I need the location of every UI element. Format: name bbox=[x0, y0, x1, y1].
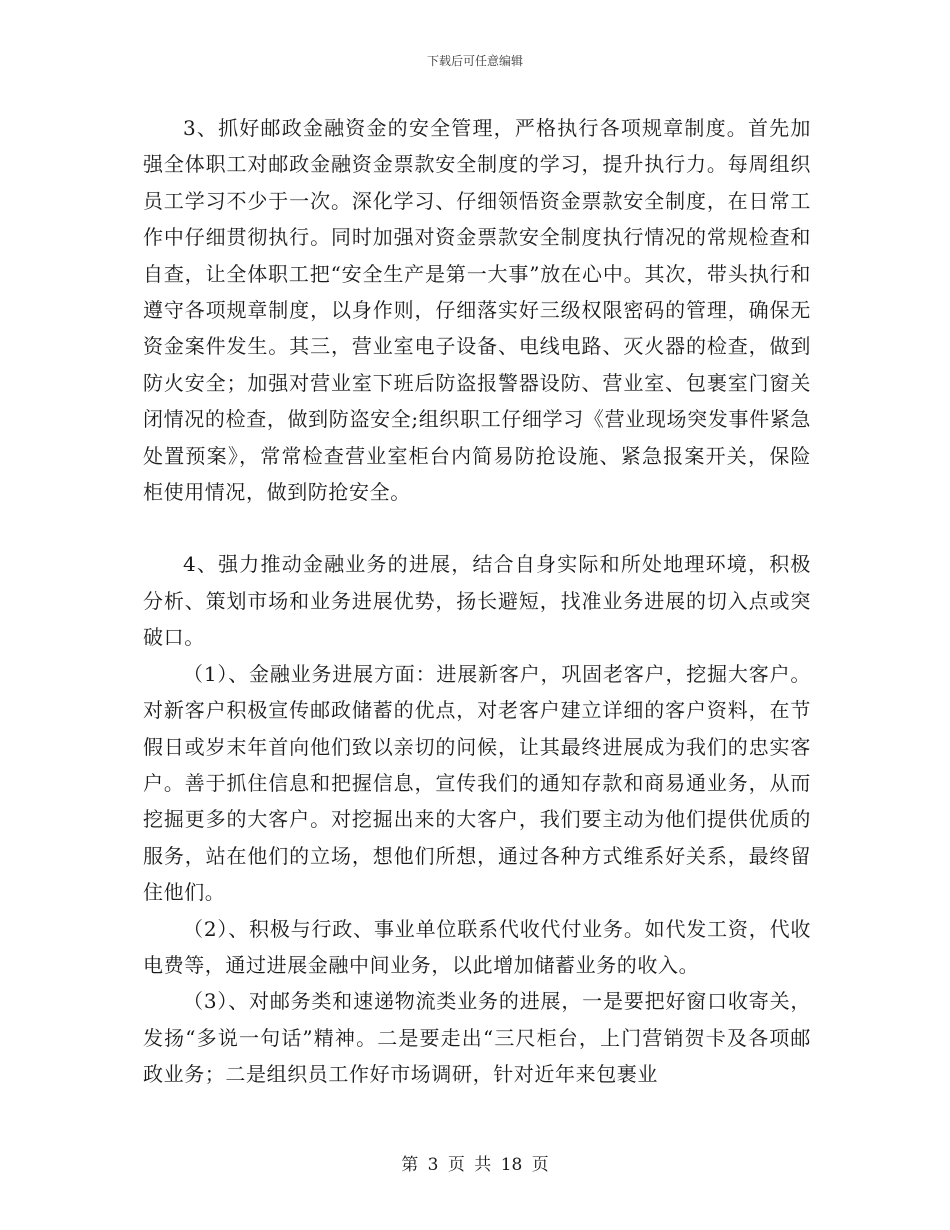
header-note: 下载后可任意编辑 bbox=[426, 54, 523, 68]
page-number-footer: 第 3 页 共 18 页 bbox=[401, 1155, 549, 1175]
paragraph-3-safety-management: 3、抓好邮政金融资金的安全管理，严格执行各项规章制度。首先加强全体职工对邮政金融资金票款安全制度的学习，提升执行力。每周组织员工学习不少于一次。深化学习、仔细领悟资金票款安全制度，在日常工作中仔细贯彻执行。同时加强对资金票款安全制度执行情况的常规检查和自查，让全体职工把“安全生产是第一大事”放在心中。其次，带头执行和遵守各项规章制度，以身作则，仔细落实好三级权限密码的管理，确保无资金案件发生。其三，营业室电子设备、电线电路、灭火器的检查，做到防火安全；加强对营业室下班后防盗报警器设防、营业室、包裹室门窗关闭情况的检查，做到防盗安全;组织职工仔细学习《营业现场突发事件紧急处置预案》，常常检查营业室柜台内简易防抢设施、紧急报案开关，保险柜使用情况，做到防抢安全。 bbox=[143, 116, 811, 505]
paragraph-4-1-financial-business: （1）、金融业务进展方面：进展新客户，巩固老客户，挖掘大客户。对新客户积极宣传邮政储蓄的优点，对老客户建立详细的客户资料，在节假日或岁末年首向他们致以亲切的问候，让其最终进展成为我们的忠实客户。善于抓住信息和把握信息，宣传我们的通知存款和商易通业务，从而挖掘更多的大客户。对挖掘出来的大客户，我们要主动为他们提供优质的服务，站在他们的立场，想他们所想，通过各种方式维系好关系，最终留住他们。 bbox=[143, 661, 811, 905]
paragraph-spacer bbox=[143, 510, 811, 546]
document-body bbox=[143, 110, 811, 1093]
paragraph-4-3-postal-express: （3）、对邮务类和速递物流类业务的进展，一是要把好窗口收寄关，发扬“多说一句话”精神。二是要走出“三尺柜台，上门营销贺卡及各项邮政业务；二是组织员工作好市场调研，针对近年来包裹业 bbox=[143, 989, 811, 1087]
paragraph-4-2-agency-services: （2）、积极与行政、事业单位联系代收代付业务。如代发工资，代收电费等，通过进展金融中间业务，以此增加储蓄业务的收入。 bbox=[143, 916, 811, 977]
paragraph-4-business-development: 4、强力推动金融业务的进展，结合自身实际和所处地理环境，积极分析、策划市场和业务进展优势，扬长避短，找准业务进展的切入点或突破口。 bbox=[143, 552, 811, 650]
